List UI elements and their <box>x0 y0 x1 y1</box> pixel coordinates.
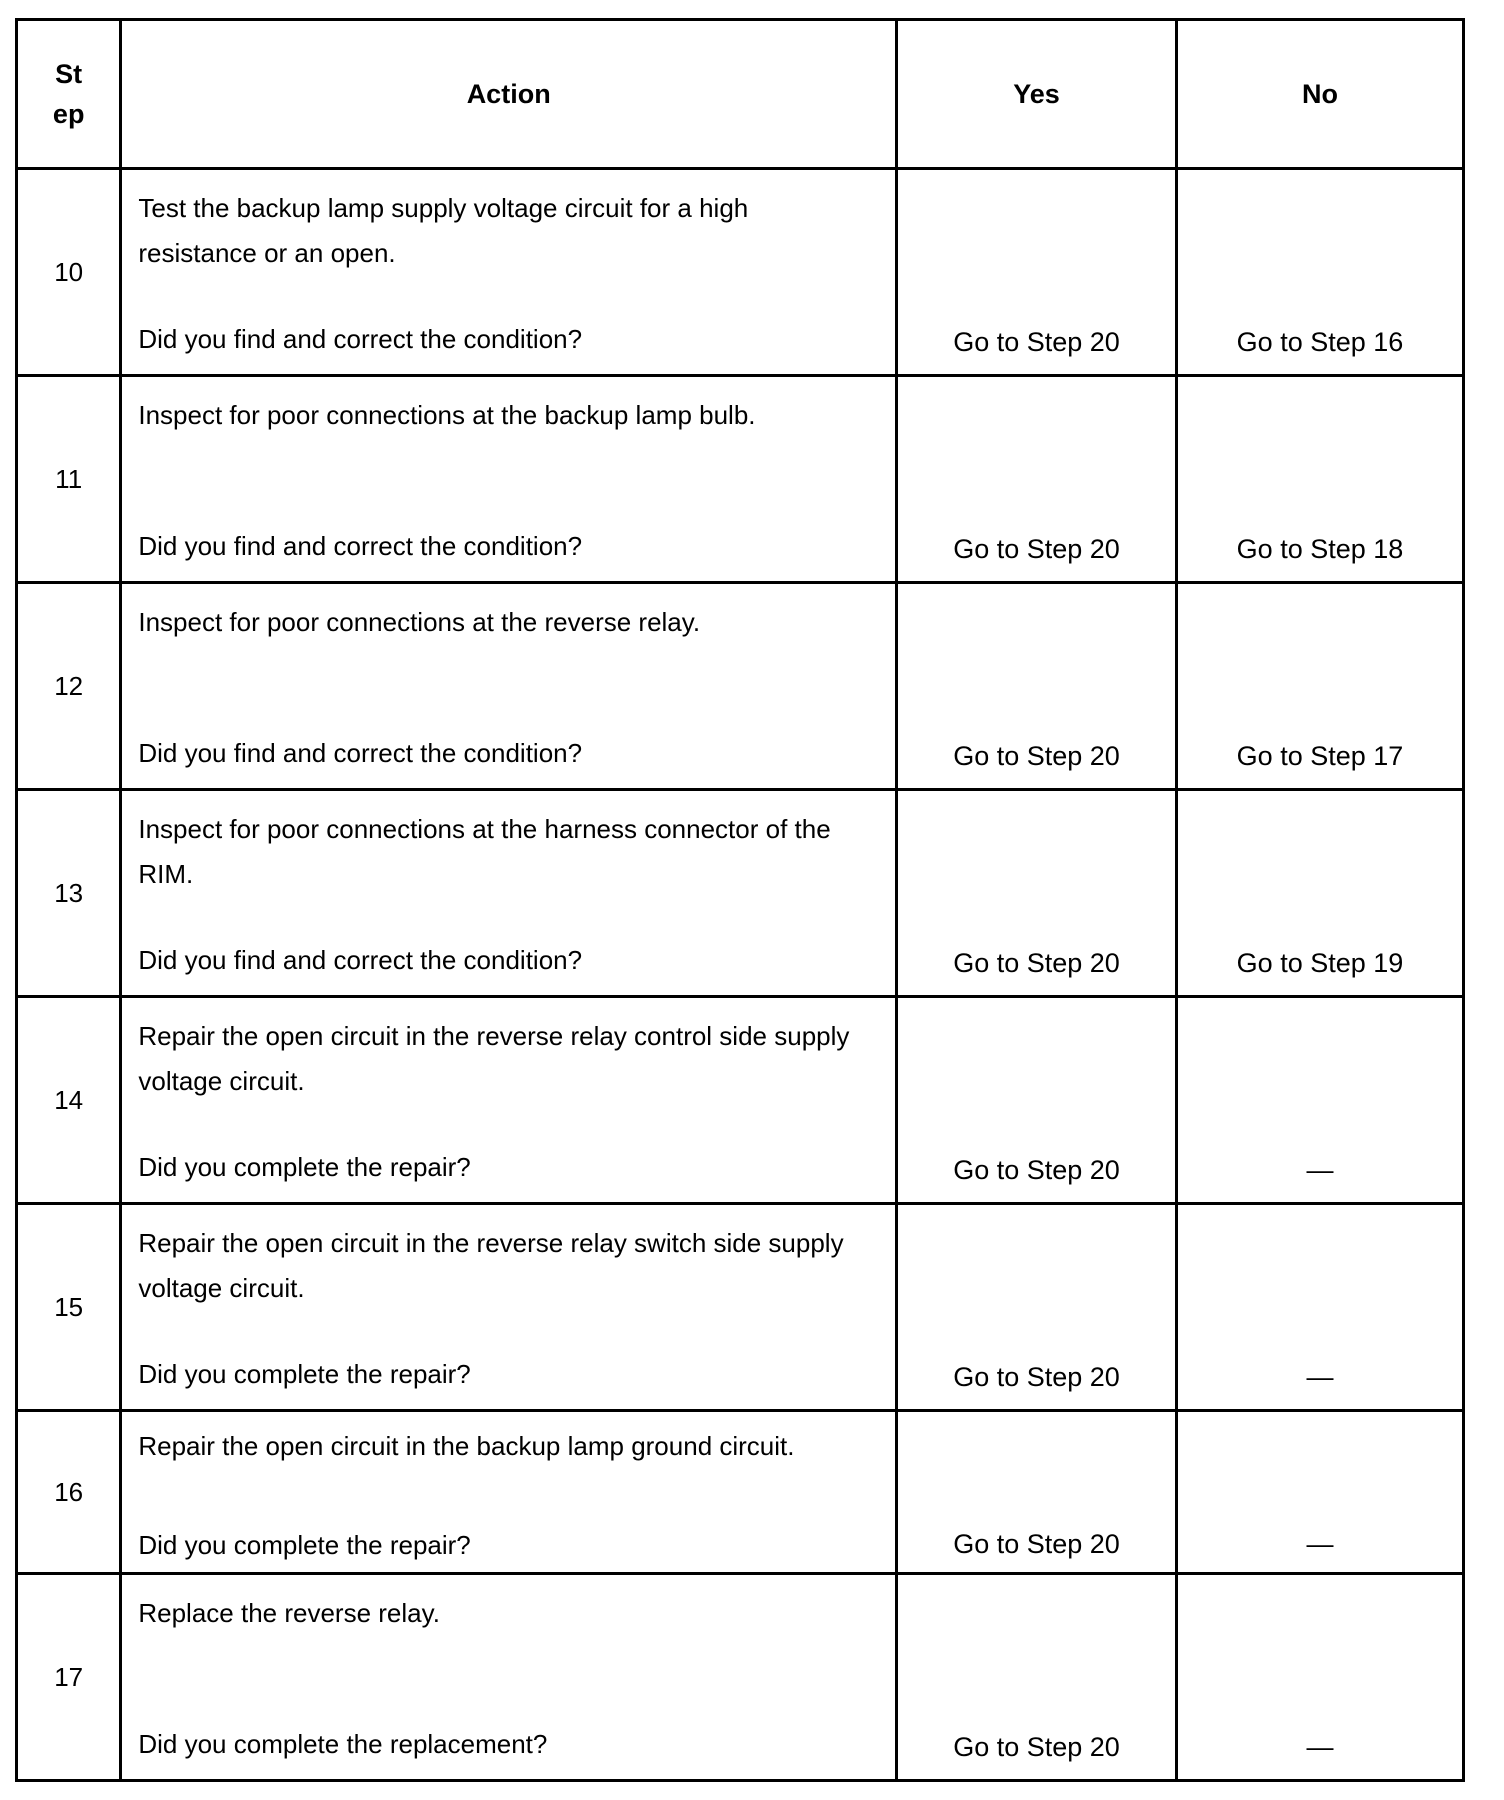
action-cell <box>121 169 897 376</box>
no-cell <box>1176 376 1463 583</box>
yes-cell <box>897 997 1177 1204</box>
yes-result: Go to Step 20 <box>953 948 1120 978</box>
yes-result: Go to Step 20 <box>953 1529 1120 1559</box>
no-cell <box>1176 1411 1463 1574</box>
action-cell <box>121 997 897 1204</box>
action-question: Did you complete the repair? <box>138 1530 471 1560</box>
yes-result: Go to Step 20 <box>953 1732 1120 1762</box>
yes-cell <box>897 1574 1177 1781</box>
action-question: Did you find and correct the condition? <box>138 945 583 975</box>
table-row <box>17 376 1464 583</box>
step-number: 13 <box>17 790 121 997</box>
yes-result: Go to Step 20 <box>953 741 1120 771</box>
step-number: 10 <box>17 169 121 376</box>
no-result: Go to Step 16 <box>1236 327 1404 357</box>
action-cell <box>121 1204 897 1411</box>
no-cell <box>1176 790 1463 997</box>
no-cell <box>1176 997 1463 1204</box>
action-question: Did you find and correct the condition? <box>138 324 583 354</box>
no-result: — <box>1306 1732 1334 1762</box>
yes-cell <box>897 583 1177 790</box>
table-row <box>17 997 1464 1204</box>
table-row <box>17 169 1464 376</box>
step-number: 17 <box>17 1574 121 1781</box>
no-result: — <box>1306 1529 1334 1559</box>
action-text: Repair the open circuit in the reverse relay switch side supply voltage circuit. <box>138 1228 844 1303</box>
action-text: Repair the open circuit in the backup lamp ground circuit. <box>138 1431 795 1461</box>
no-result: — <box>1306 1362 1334 1392</box>
no-result: — <box>1306 1155 1334 1185</box>
action-question: Did you complete the repair? <box>138 1152 471 1182</box>
table-row <box>17 790 1464 997</box>
header-row <box>17 20 1464 169</box>
action-cell <box>121 1411 897 1574</box>
step-number: 11 <box>17 376 121 583</box>
header-no: No <box>1176 20 1463 169</box>
action-text: Replace the reverse relay. <box>138 1598 440 1628</box>
yes-result: Go to Step 20 <box>953 1362 1120 1392</box>
action-text: Inspect for poor connections at the reverse relay. <box>138 607 701 637</box>
action-cell <box>121 790 897 997</box>
yes-cell <box>897 376 1177 583</box>
table-row <box>17 583 1464 790</box>
no-cell <box>1176 583 1463 790</box>
action-cell <box>121 583 897 790</box>
no-result: Go to Step 17 <box>1236 741 1404 771</box>
table-row <box>17 1574 1464 1781</box>
step-number: 12 <box>17 583 121 790</box>
action-text: Inspect for poor connections at the backup lamp bulb. <box>138 400 756 430</box>
action-question: Did you find and correct the condition? <box>138 531 583 561</box>
header-action: Action <box>121 20 897 169</box>
no-cell <box>1176 1574 1463 1781</box>
step-number: 14 <box>17 997 121 1204</box>
action-text: Test the backup lamp supply voltage circuit for a high resistance or an open. <box>138 193 749 268</box>
action-question: Did you complete the replacement? <box>138 1729 548 1759</box>
yes-result: Go to Step 20 <box>953 327 1120 357</box>
action-cell <box>121 376 897 583</box>
yes-result: Go to Step 20 <box>953 534 1120 564</box>
step-number: 15 <box>17 1204 121 1411</box>
action-text: Inspect for poor connections at the harness connector of the RIM. <box>138 814 831 889</box>
action-text: Repair the open circuit in the reverse relay control side supply voltage circuit. <box>138 1021 850 1096</box>
action-question: Did you complete the repair? <box>138 1359 471 1389</box>
action-question: Did you find and correct the condition? <box>138 738 583 768</box>
no-cell <box>1176 169 1463 376</box>
header-step: St ep <box>17 20 121 169</box>
header-yes: Yes <box>897 20 1177 169</box>
no-result: Go to Step 18 <box>1236 534 1404 564</box>
step-number: 16 <box>17 1411 121 1574</box>
table-row <box>17 1411 1464 1574</box>
yes-cell <box>897 1204 1177 1411</box>
no-result: Go to Step 19 <box>1236 948 1404 978</box>
table-row <box>17 1204 1464 1411</box>
yes-cell <box>897 1411 1177 1574</box>
no-cell <box>1176 1204 1463 1411</box>
yes-cell <box>897 790 1177 997</box>
action-cell <box>121 1574 897 1781</box>
yes-result: Go to Step 20 <box>953 1155 1120 1185</box>
yes-cell <box>897 169 1177 376</box>
diagnostic-table <box>15 18 1465 1782</box>
